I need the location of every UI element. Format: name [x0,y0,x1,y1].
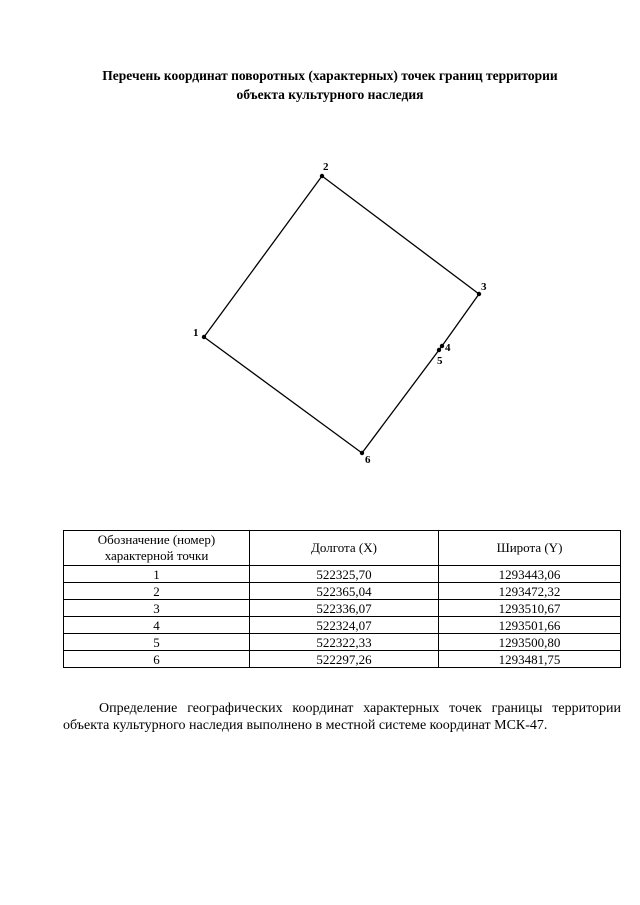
table-row [64,566,621,583]
point-marker-2 [320,174,324,178]
cell-point-number: 5 [64,634,250,651]
table-header-row [64,531,621,566]
cell-point-number: 6 [64,651,250,668]
header-point-number: Обозначение (номер) характерной точки [64,531,250,566]
cell-longitude: 522297,26 [250,651,439,668]
header-longitude: Долгота (X) [250,531,439,566]
cell-point-number: 2 [64,583,250,600]
cell-latitude: 1293443,06 [439,566,621,583]
point-label-3: 3 [481,281,487,293]
point-label-4: 4 [445,342,451,354]
title-line-1: Перечень координат поворотных (характерных) точек границ территории [102,68,558,83]
cell-latitude: 1293510,67 [439,600,621,617]
cell-latitude: 1293472,32 [439,583,621,600]
table-row [64,617,621,634]
cell-latitude: 1293501,66 [439,617,621,634]
header-latitude: Широта (Y) [439,531,621,566]
point-marker-1 [202,335,206,339]
cell-longitude: 522322,33 [250,634,439,651]
cell-longitude: 522336,07 [250,600,439,617]
coordinates-table [63,530,621,668]
table-row [64,634,621,651]
point-label-5: 5 [437,355,443,367]
point-label-1: 1 [193,327,199,339]
title-line-2: объекта культурного наследия [236,87,424,102]
cell-point-number: 3 [64,600,250,617]
cell-point-number: 1 [64,566,250,583]
table-row [64,600,621,617]
cell-longitude: 522325,70 [250,566,439,583]
coordinate-system-note: Определение географических координат характерных точек границы территории объекта культурного наследия выполнено в местной системе координат МСК-47. [63,701,621,733]
point-label-2: 2 [323,161,329,173]
cell-longitude: 522324,07 [250,617,439,634]
table-row [64,583,621,600]
cell-latitude: 1293500,80 [439,634,621,651]
cell-latitude: 1293481,75 [439,651,621,668]
point-marker-6 [360,451,364,455]
point-marker-4 [440,344,444,348]
table-row [64,651,621,668]
cell-point-number: 4 [64,617,250,634]
cell-longitude: 522365,04 [250,583,439,600]
point-marker-5 [437,348,441,352]
point-label-6: 6 [365,454,371,466]
boundary-polygon [204,176,479,453]
